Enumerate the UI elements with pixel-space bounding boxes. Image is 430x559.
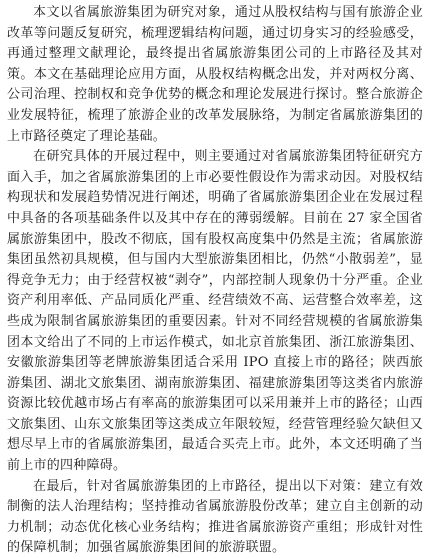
abstract-paragraph-3: 在最后，针对省属旅游集团的上市路径，提出以下对策：建立有效制衡的法人治理结构；坚持推动省属旅游股份改革；建立自主创新的动力机制；动态优化核心业务结构；推进省属旅游资产重组；形成针对性的保障机制；加强省属旅游集团间的旅游联盟。 [7, 478, 423, 556]
abstract-paragraph-2: 在研究具体的开展过程中，则主要通过对省属旅游集团特征研究方面入手，加之省属旅游集团的上市必要性假设作为需求动因。对股权结构现状和发展趋势情况进行阐述，明确了省属旅游集团企业在发展过程中具备的各项基础条件以及其中存在的薄弱缓解。目前在 27 家全国省属旅游集团中，股改不彻底，国有股权高度集中仍然是主流；省属旅游集团虽然初具规模，但与国内大型旅游集团相比，仍然“小散弱差”，显得竞争无力；由于经营权被“剥夺”，内部控制人现象仍十分严重。企业资产利用率低、产品同质化严重、经营绩效不高、运营整合效率差，这些成为限制省属旅游集团的重要因素。针对不同经营规模的省属旅游集团本文给出了不同的上市运作模式，如北京首旅集团、浙江旅游集团、安徽旅游集团等老牌旅游集团适合采用 IPO 直接上市的路径；陕西旅游集团、湖北文旅集团、湖南旅游集团、福建旅游集团等这类省内旅游资源比较优越市场占有率高的旅游集团可以采用兼并上市的路径；山西文旅集团、山东文旅集团等这类成立年限较短，经营管理经验欠缺但又想尽早上市的省属旅游集团，最适合买壳上市。此外，本文还明确了当前上市的四种障碍。 [7, 149, 423, 474]
abstract-paragraph-1: 本文以省属旅游集团为研究对象，通过从股权结构与国有旅游企业改革等问题反复研究，梳理逻辑结构问题，通过切身实习的经验感受，再通过整理文献理论，最终提出省属旅游集团公司的上市路径及其对策。本文在基础理论应用方面，从股权结构概念出发，并对两权分离、公司治理、控制权和竞争优势的概念和理论发展进行探讨。整合旅游企业发展特征，梳理了旅游企业的改革发展脉络，为制定省属旅游集团的上市路径奠定了理论基础。 [7, 5, 423, 144]
